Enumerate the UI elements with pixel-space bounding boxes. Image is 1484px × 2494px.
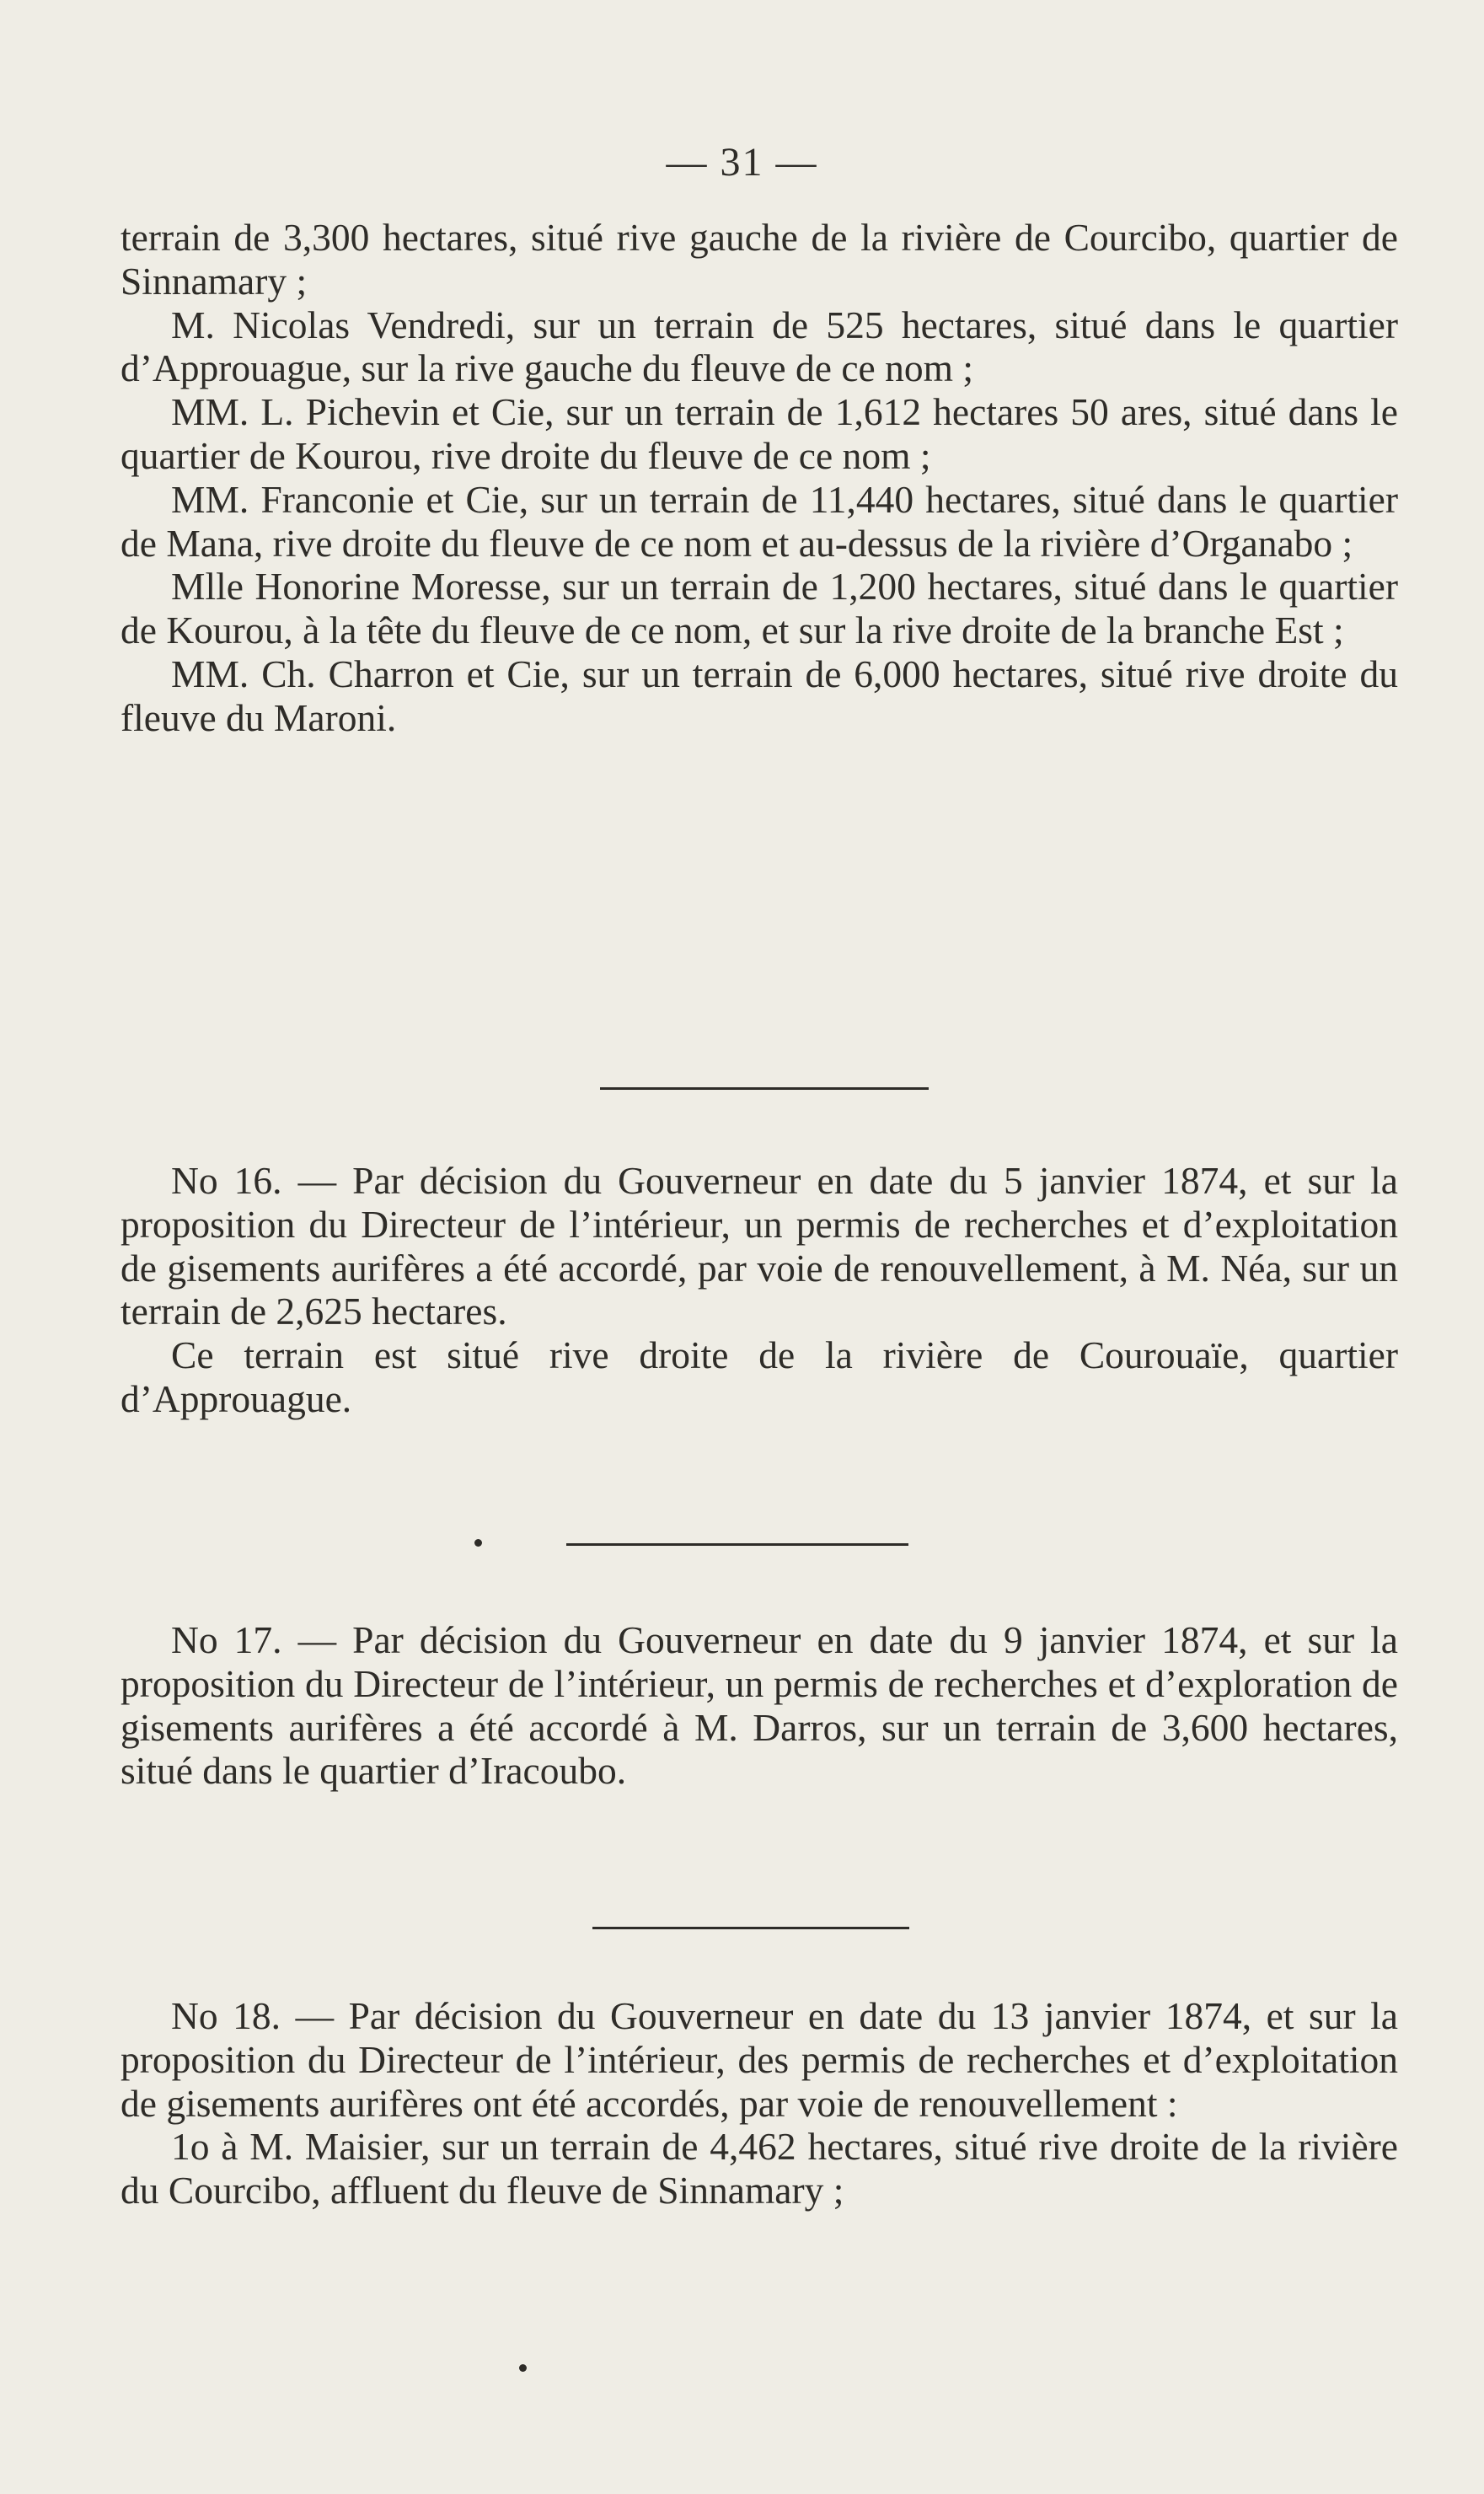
decision-18 [121,1994,1398,2212]
decision-16 [121,1159,1398,1421]
decision-17-text: No 17. — Par décision du Gouverneur en date du 9 janvier 1874, et sur la proposition du Directeur de l’intérieur, un permis de recherches et d’exploration de gisements aurifères a été accordé à M. Darros, sur un terrain de 3,600 hectares, situé dans le quartier d’Iracoubo. [121,1618,1398,1793]
paragraph-honorine-moresse: Mlle Honorine Moresse, sur un terrain de 1,200 hectares, situé dans le quartier de Kourou, à la tête du fleuve de ce nom, et sur la rive droite de la branche Est ; [121,565,1398,652]
decision-18-text: No 18. — Par décision du Gouverneur en date du 13 janvier 1874, et sur la proposition du Directeur de l’intérieur, des permis de recherches et d’exploitation de gisements aurifères ont été accordés, par voie de renouvellement : [121,1994,1398,2125]
paragraph-pichevin: MM. L. Pichevin et Cie, sur un terrain de 1,612 hectares 50 ares, situé dans le quartier de Kourou, rive droite du fleuve de ce nom ; [121,390,1398,477]
decision-17 [121,1618,1398,1793]
ink-speck [519,2364,527,2372]
section-divider-2 [566,1543,908,1546]
decision-18-maisier: 1o à M. Maisier, sur un terrain de 4,462 hectares, situé rive droite de la rivière du Courcibo, affluent du fleuve de Sinnamary ; [121,2125,1398,2212]
section-divider-3 [592,1927,909,1929]
paragraph-charron: MM. Ch. Charron et Cie, sur un terrain de 6,000 hectares, situé rive droite du fleuve du Maroni. [121,652,1398,739]
paragraph-franconie: MM. Franconie et Cie, sur un terrain de 11,440 hectares, situé dans le quartier de Mana, rive droite du fleuve de ce nom et au-dessus de la rivière d’Organabo ; [121,477,1398,565]
section-divider-1 [600,1087,929,1090]
paragraph-nicolas-vendredi: M. Nicolas Vendredi, sur un terrain de 525 hectares, situé dans le quartier d’Approuague, sur la rive gauche du fleuve de ce nom ; [121,303,1398,390]
decision-16-text: No 16. — Par décision du Gouverneur en date du 5 janvier 1874, et sur la proposition du Directeur de l’intérieur, un permis de recherches et d’exploitation de gisements aurifères a été accordé, par voie de renouvellement, à M. Néa, sur un terrain de 2,625 hectares. [121,1159,1398,1333]
ink-speck [474,1539,482,1547]
permit-list-continued [121,216,1398,740]
decision-16-location: Ce terrain est situé rive droite de la rivière de Courouaïe, quartier d’Approuague. [121,1333,1398,1420]
paragraph-courcibo-terrain: terrain de 3,300 hectares, situé rive gauche de la rivière de Courcibo, quartier de Sinnamary ; [121,216,1398,303]
page-number: — 31 — [666,140,818,185]
